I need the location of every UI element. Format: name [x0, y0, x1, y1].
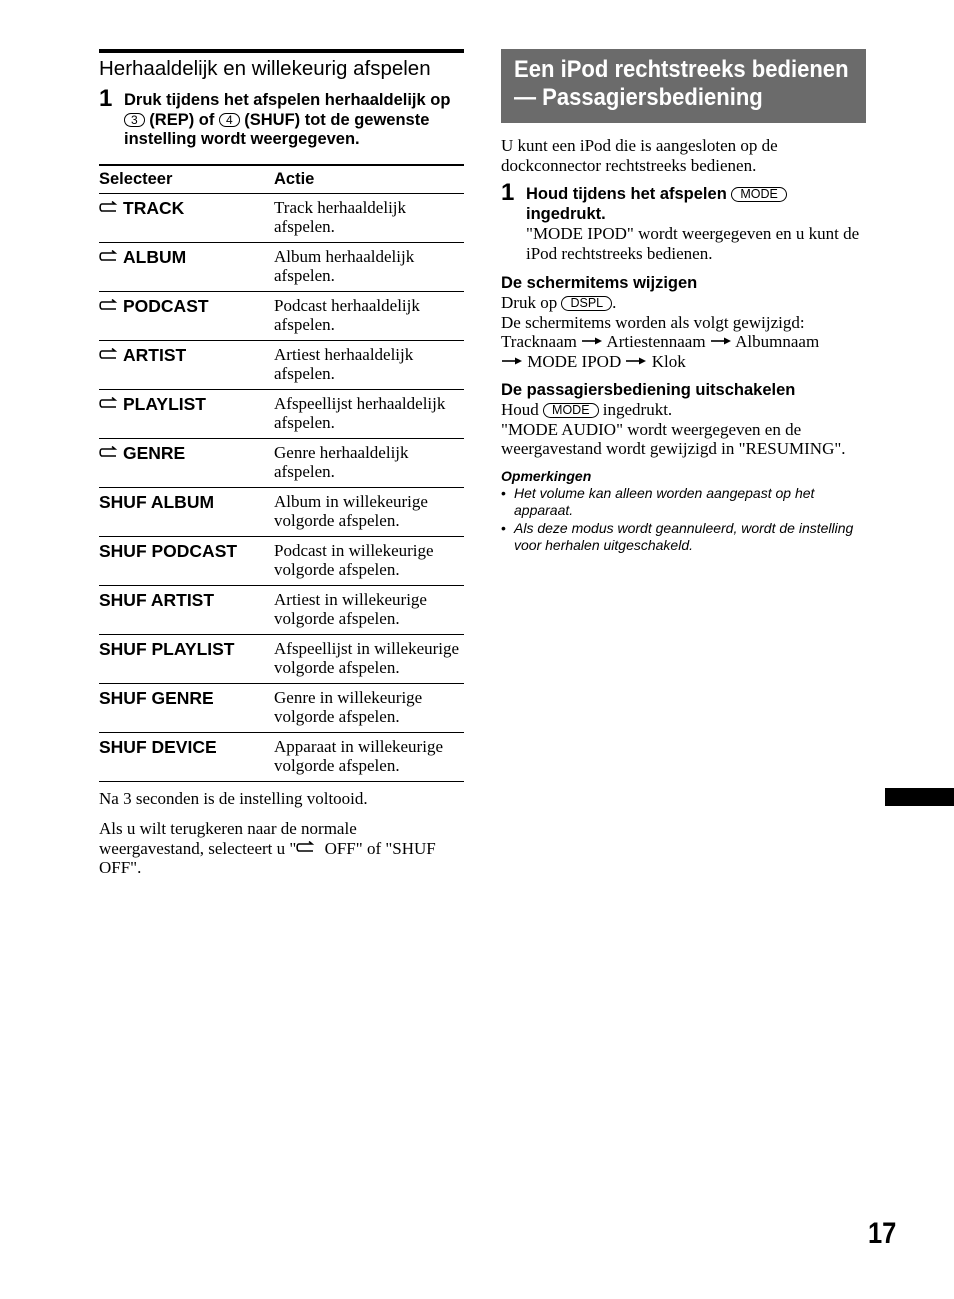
section-title-line-1: Een iPod rechtstreeks bedienen	[514, 56, 849, 83]
sequence-item: Tracknaam	[501, 332, 577, 351]
subheading-disable-passenger: De passagiersbediening uitschakelen	[501, 381, 796, 399]
table-row	[99, 340, 464, 389]
table-row	[99, 536, 464, 585]
disable-passenger-text: Houd MODE ingedrukt. "MODE AUDIO" wordt weergegeven en de weergavestand wordt gewijzigd in "RESUMING".	[501, 400, 846, 458]
section-title-box	[501, 49, 866, 123]
table-cell-action: Podcast herhaaldelijk afspelen.	[274, 291, 464, 340]
section-rule	[99, 49, 464, 53]
table-cell-action: Track herhaaldelijk afspelen.	[274, 193, 464, 242]
sequence-item: MODE IPOD	[527, 351, 622, 371]
repeat-icon	[99, 201, 119, 215]
note-item: • Het volume kan alleen worden aangepast op het apparaat.	[501, 484, 815, 518]
table-cell-action: Artiest in willekeurige volgorde afspelen.	[274, 585, 464, 634]
repeat-icon	[99, 446, 119, 460]
dspl-key: DSPL	[561, 296, 612, 311]
table-body	[99, 193, 464, 781]
notes-heading: Opmerkingen	[501, 467, 592, 484]
section-title-line-2: — Passagiersbediening	[514, 84, 763, 111]
completion-note: Na 3 seconden is de instelling voltooid.	[99, 788, 368, 808]
key-4: 4	[219, 113, 240, 127]
subheading-display-items: De schermitems wijzigen	[501, 274, 698, 292]
display-sequence	[501, 332, 819, 371]
arrow-right-icon	[625, 356, 647, 366]
display-items-text: Druk op DSPL . De schermitems worden als volgt gewijzigd: Tracknaam Artiestennaam Albumnaam MODE IPOD Klok	[501, 293, 820, 371]
step-description: "MODE IPOD" wordt weergegeven en u kunt de iPod rechtstreeks bedienen.	[526, 224, 860, 263]
table-row	[99, 193, 464, 242]
table-cell-select: SHUF GENRE	[99, 683, 274, 732]
table-cell-action: Podcast in willekeurige volgorde afspelen.	[274, 536, 464, 585]
table-cell-select: SHUF PLAYLIST	[99, 634, 274, 683]
intro-text: U kunt een iPod die is aangesloten op de dockconnector rechtstreeks bedienen.	[501, 136, 778, 175]
section-heading: Herhaaldelijk en willekeurig afspelen	[99, 57, 431, 80]
arrow-right-icon	[501, 356, 523, 366]
step-number: 1	[99, 85, 113, 112]
repeat-icon	[99, 397, 119, 411]
table-row	[99, 634, 464, 683]
arrow-right-icon	[710, 336, 732, 346]
left-column	[99, 49, 464, 878]
table-cell-select: SHUF ARTIST	[99, 585, 274, 634]
table-row	[99, 585, 464, 634]
mode-key: MODE	[543, 403, 599, 418]
table-cell-action: Afspeellijst herhaaldelijk afspelen.	[274, 389, 464, 438]
table-cell-action: Artiest herhaaldelijk afspelen.	[274, 340, 464, 389]
table-cell-action: Genre herhaaldelijk afspelen.	[274, 438, 464, 487]
repeat-icon	[296, 841, 316, 855]
table-row	[99, 732, 464, 781]
sequence-item: Klok	[651, 351, 686, 371]
table-row	[99, 291, 464, 340]
col-header-select: Selecteer	[99, 165, 274, 194]
table-row	[99, 683, 464, 732]
table-cell-action: Apparaat in willekeurige volgorde afspelen.	[274, 732, 464, 781]
arrow-right-icon	[581, 336, 603, 346]
table-cell-action: Album herhaaldelijk afspelen.	[274, 242, 464, 291]
table-cell-select: PLAYLIST	[99, 389, 274, 438]
table-header-row	[99, 165, 464, 194]
table-cell-select: TRACK	[99, 193, 274, 242]
step-text: Houd tijdens het afspelen MODE ingedrukt.	[526, 185, 866, 224]
table-cell-select: ALBUM	[99, 242, 274, 291]
table-row	[99, 389, 464, 438]
chapter-tab-marker	[885, 788, 954, 806]
table-cell-select: ARTIST	[99, 340, 274, 389]
table-cell-action: Album in willekeurige volgorde afspelen.	[274, 487, 464, 536]
bullet: •	[501, 519, 506, 536]
table-row	[99, 487, 464, 536]
table-cell-select: SHUF ALBUM	[99, 487, 274, 536]
right-column	[501, 49, 866, 555]
table-row	[99, 438, 464, 487]
repeat-icon	[99, 348, 119, 362]
mode-key: MODE	[731, 187, 787, 202]
return-note: Als u wilt terugkeren naar de normale weergavestand, selecteert u " OFF" of "SHUF OFF".	[99, 819, 436, 877]
note-item: • Als deze modus wordt geannuleerd, wordt de instelling voor herhalen uitgeschakeld.	[501, 519, 854, 553]
col-header-action: Actie	[274, 165, 464, 194]
table-cell-select: SHUF PODCAST	[99, 536, 274, 585]
settings-table	[99, 164, 464, 782]
step-1-right	[501, 179, 866, 263]
table-cell-action: Genre in willekeurige volgorde afspelen.	[274, 683, 464, 732]
table-cell-select: SHUF DEVICE	[99, 732, 274, 781]
table-cell-action: Afspeellijst in willekeurige volgorde afspelen.	[274, 634, 464, 683]
table-cell-select: GENRE	[99, 438, 274, 487]
repeat-icon	[99, 250, 119, 264]
key-3: 3	[124, 113, 145, 127]
bullet: •	[501, 484, 506, 501]
table-cell-select: PODCAST	[99, 291, 274, 340]
sequence-item: Artiestennaam	[606, 332, 706, 351]
step-1	[99, 85, 464, 150]
step-text: Druk tijdens het afspelen herhaaldelijk op 3 (REP) of 4 (SHUF) tot de gewenste instelling wordt weergegeven.	[124, 91, 451, 148]
notes-list	[501, 485, 866, 555]
step-number: 1	[501, 179, 515, 206]
table-row	[99, 242, 464, 291]
page-number: 17	[868, 1217, 897, 1250]
sequence-item: Albumnaam	[735, 332, 820, 351]
repeat-icon	[99, 299, 119, 313]
